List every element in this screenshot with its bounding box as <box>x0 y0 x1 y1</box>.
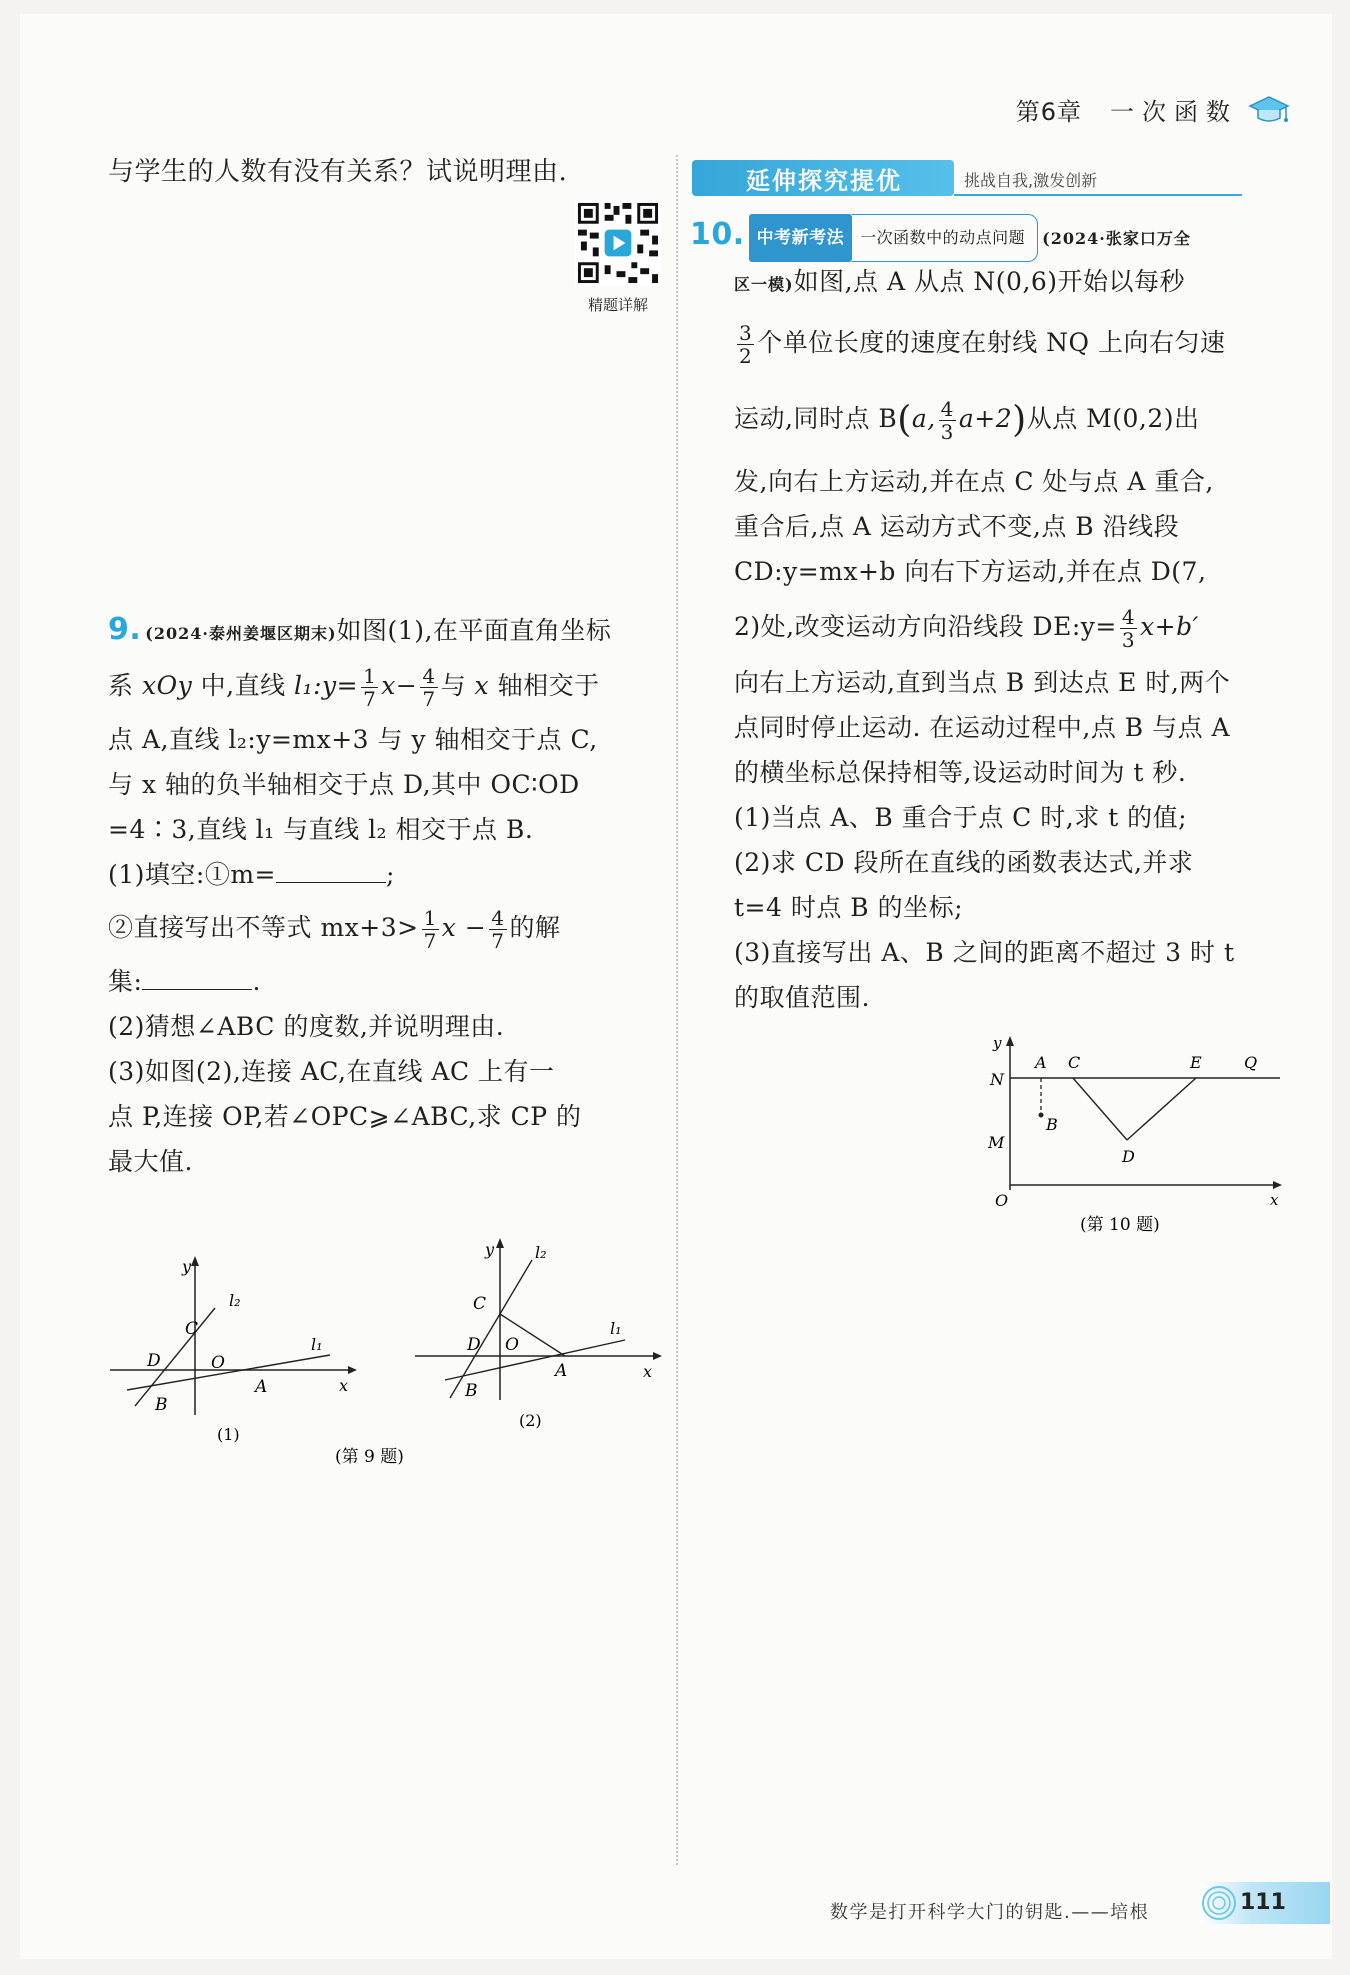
page-number: 111 <box>1240 1890 1286 1915</box>
fig10-label-D: D <box>1122 1147 1135 1166</box>
q9-line-7 <box>108 897 663 959</box>
q10-line-16: 的取值范围. <box>734 983 870 1012</box>
q10-math: a, <box>911 404 936 433</box>
tag-new-method: 中考新考法 <box>749 214 853 262</box>
q9-figure-2 <box>415 1238 662 1430</box>
chapter-title: 一次函数 <box>1110 98 1238 126</box>
answer-blank-set[interactable] <box>142 968 252 990</box>
footer-motto: 数学是打开科学大门的钥匙.——培根 <box>830 1902 1150 1923</box>
q9-number: 9. <box>108 612 142 647</box>
q10-line-14: t=4 时点 B 的坐标; <box>734 893 964 922</box>
q10-text: 运动,同时点 B <box>734 404 898 433</box>
fig10-label-M: M <box>988 1133 1005 1152</box>
q10-line-5: 发,向右上方运动,并在点 C 处与点 A 重合, <box>734 467 1214 496</box>
fig10-label-E: E <box>1190 1053 1202 1072</box>
fig2-label-l2: l₂ <box>535 1243 547 1262</box>
fig2-label-D: D <box>467 1335 481 1355</box>
q10-line-8 <box>734 594 1280 660</box>
q9-math: xOy <box>141 671 193 700</box>
q9-text: (1)填空:①m= <box>108 860 276 889</box>
q10-line-3 <box>734 307 1280 379</box>
q9-text: 系 <box>108 671 134 700</box>
fig10-label-Q: Q <box>1244 1053 1258 1072</box>
q10-text: 如图,点 A 从点 N(0,6)开始以每秒 <box>793 267 1186 296</box>
fig1-label-O: O <box>211 1353 225 1373</box>
fig10-label-C: C <box>1068 1053 1081 1072</box>
q9-line-4: 与 x 轴的负半轴相交于点 D,其中 OC∶OD <box>108 770 580 799</box>
fig2-label-l1: l₁ <box>610 1319 622 1338</box>
fraction: $\frac{4}{7}$ <box>422 664 436 711</box>
qr-label: 精题详解 <box>587 296 648 314</box>
q10-text: 2)处,改变运动方向沿线段 DE:y= <box>734 612 1117 641</box>
fraction: $\frac{1}{7}$ <box>363 664 377 711</box>
fig1-label-C: C <box>185 1319 199 1339</box>
q9-figure-1 <box>110 1256 357 1444</box>
q9-line-3: 点 A,直线 l₂:y=mx+3 与 y 轴相交于点 C, <box>108 725 598 754</box>
q9-line-12: 最大值. <box>108 1147 193 1176</box>
fig2-label-y: y <box>485 1240 495 1259</box>
q10-source: (2024·张家口万全 <box>1042 229 1191 248</box>
q10-line-4: 运动,同时点 B(a, $\frac{4}{3}$ a+2)从点 M(0,2)出 <box>734 397 1200 444</box>
fig1-label-B: B <box>155 1395 168 1415</box>
q9-text: 集: <box>108 967 143 996</box>
q9-line-1 <box>108 605 663 655</box>
q10-line-11: 的横坐标总保持相等,设运动时间为 t 秒. <box>734 758 1187 787</box>
q9-text: 与 <box>440 671 467 700</box>
q9-line-8 <box>108 959 663 1004</box>
q10-body <box>690 257 1280 1020</box>
question-9 <box>108 605 663 1184</box>
spiral-icon <box>1200 1884 1238 1922</box>
q9-math: x − <box>441 913 487 942</box>
q9-line-5: =4∶3,直线 l₁ 与直线 l₂ 相交于点 B. <box>108 815 534 844</box>
q9-figure-caption: (第 9 题) <box>335 1447 404 1467</box>
fig10-label-x: x <box>1270 1191 1279 1209</box>
fig1-label-D: D <box>147 1351 161 1371</box>
previous-question-tail: 与学生的人数有没有关系？试说明理由. <box>108 157 568 187</box>
fig10-label-O: O <box>995 1191 1009 1210</box>
q9-source: (2024·泰州姜堰区期末) <box>145 624 337 643</box>
section-banner <box>692 160 1242 200</box>
q10-figure-caption: (第 10 题) <box>1080 1215 1160 1235</box>
q9-line-6 <box>108 852 663 897</box>
tag-topic: 一次函数中的动点问题 <box>852 214 1038 262</box>
qr-block[interactable] <box>568 200 668 315</box>
fraction: $\frac{4}{3}$ <box>940 397 954 444</box>
q10-source-cont: 区一模) <box>734 275 794 294</box>
q10-math: a+2 <box>958 404 1013 433</box>
q9-text: 如图(1),在平面直角坐标 <box>336 616 612 645</box>
fig2-label-C: C <box>473 1294 487 1314</box>
q10-number: 10. <box>690 217 745 252</box>
q10-line-10: 点同时停止运动. 在运动过程中,点 B 与点 A <box>734 713 1231 742</box>
q9-text: 的解 <box>509 913 561 942</box>
fraction: $\frac{4}{7}$ <box>491 906 505 953</box>
fig1-caption: (1) <box>217 1425 240 1444</box>
banner-title: 延伸探究提优 <box>692 160 954 196</box>
fig10-label-A: A <box>1035 1053 1047 1072</box>
answer-blank-m[interactable] <box>276 861 386 883</box>
q9-line-9: (2)猜想∠ABC 的度数,并说明理由. <box>108 1012 505 1041</box>
q9-line-11: 点 P,连接 OP,若∠OPC⩾∠ABC,求 CP 的 <box>108 1102 582 1131</box>
q10-line-13: (2)求 CD 段所在直线的函数表达式,并求 <box>734 848 1194 877</box>
q10-line-7: CD:y=mx+b 向右下方运动,并在点 D(7, <box>734 557 1207 586</box>
fig10-label-y: y <box>993 1034 1002 1052</box>
q9-text: ; <box>386 860 395 889</box>
q10-line-12: (1)当点 A、B 重合于点 C 时,求 t 的值; <box>734 803 1188 832</box>
chapter-header <box>1016 92 1290 127</box>
q9-math: x <box>474 671 490 700</box>
fig2-label-A: A <box>555 1361 568 1381</box>
q9-text: ②直接写出不等式 mx+3> <box>108 913 419 942</box>
q10-line-6: 重合后,点 A 运动方式不变,点 B 沿线段 <box>734 512 1180 541</box>
q9-math: x− <box>381 671 418 700</box>
fig1-label-l2: l₂ <box>229 1291 241 1310</box>
fig1-label-x: x <box>339 1376 349 1395</box>
fraction: $\frac{4}{3}$ <box>1121 605 1136 652</box>
q10-line-15: (3)直接写出 A、B 之间的距离不超过 3 时 t <box>734 938 1235 967</box>
q9-text: 轴相交于 <box>497 671 600 700</box>
fig2-label-B: B <box>465 1381 478 1401</box>
fraction: $\frac{3}{2}$ <box>739 321 753 368</box>
q9-figures <box>105 1230 675 1480</box>
fig2-label-x: x <box>643 1362 653 1381</box>
fig1-label-l1: l₁ <box>311 1335 323 1354</box>
q10-line-2 <box>734 257 1280 307</box>
graduation-cap-icon <box>1248 93 1290 127</box>
q9-line-10: (3)如图(2),连接 AC,在直线 AC 上有一 <box>108 1057 555 1086</box>
q9-text: 中,直线 <box>200 671 286 700</box>
q9-math: l₁:y= <box>294 671 359 700</box>
q10-text: 个单位长度的速度在射线 NQ 上向右匀速 <box>757 328 1226 357</box>
q10-line-1 <box>690 213 1280 257</box>
fig2-label-O: O <box>505 1335 519 1355</box>
q10-text: 从点 M(0,2)出 <box>1026 404 1200 433</box>
q9-text: . <box>252 967 261 996</box>
fig2-caption: (2) <box>519 1411 542 1430</box>
chapter-number: 第6章 <box>1015 98 1082 126</box>
q10-figure <box>980 1030 1290 1240</box>
question-10 <box>690 213 1280 1020</box>
q10-math: x+b′ <box>1140 612 1199 641</box>
banner-subtitle: 挑战自我,激发创新 <box>964 171 1098 190</box>
fig10-label-B: B <box>1046 1115 1058 1134</box>
fig1-label-y: y <box>182 1257 192 1276</box>
left-column <box>108 150 663 195</box>
column-divider <box>676 155 678 1865</box>
qr-code-icon[interactable] <box>575 200 661 286</box>
fig10-label-N: N <box>990 1070 1004 1089</box>
q10-line-9: 向右上方运动,直到当点 B 到达点 E 时,两个 <box>734 668 1231 697</box>
fraction: $\frac{1}{7}$ <box>423 906 437 953</box>
q9-line-2 <box>108 655 663 717</box>
banner-rule <box>954 194 1242 196</box>
fig1-label-A: A <box>255 1377 268 1397</box>
